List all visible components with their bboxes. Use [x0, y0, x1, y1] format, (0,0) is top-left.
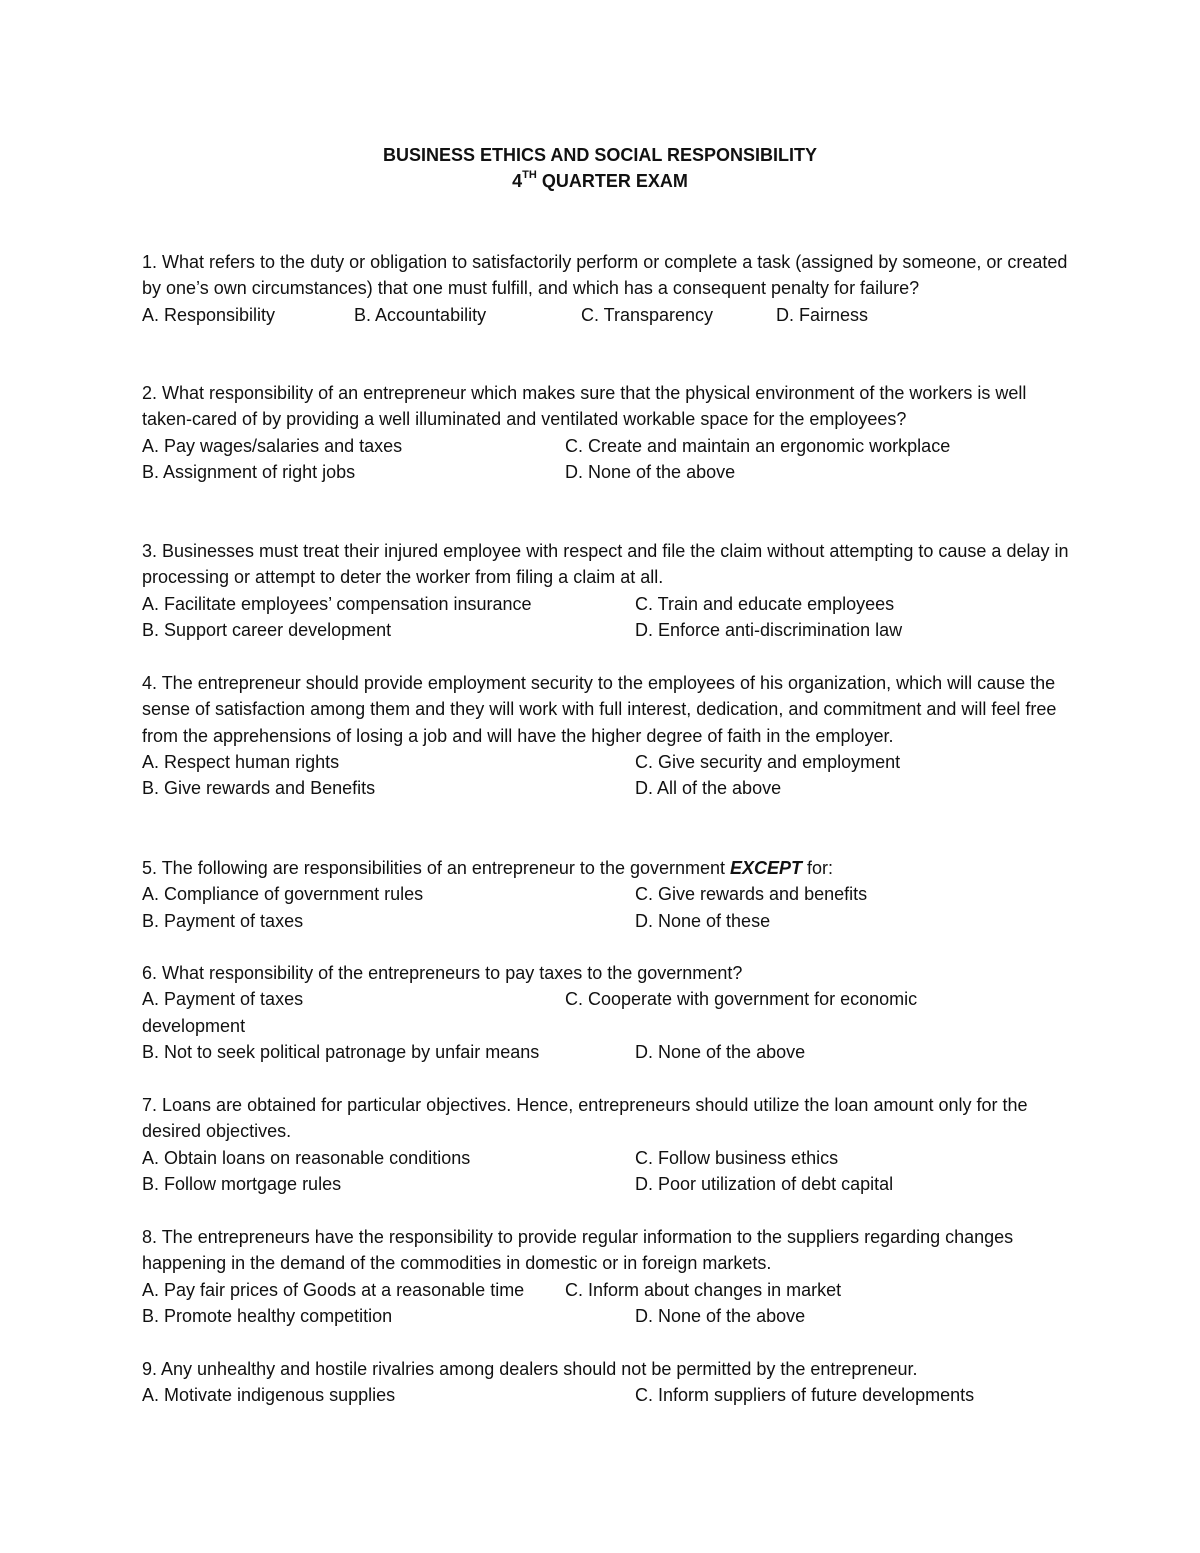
option-b: B. Follow mortgage rules	[142, 1173, 342, 1194]
option-c: C. Cooperate with government for economic	[565, 989, 918, 1010]
question-stem: 8. The entrepreneurs have the responsibility to provide regular information to the suppliers regarding changes happening in the demand of the commodities in domestic or in foreign markets.	[142, 1227, 1014, 1274]
option-c: C. Inform suppliers of future developments	[635, 1385, 975, 1406]
options-row	[142, 302, 1072, 328]
question-2	[142, 380, 1072, 485]
question-7	[142, 1092, 1072, 1197]
option-d: D. Enforce anti-discrimination law	[635, 619, 903, 640]
options-row	[142, 617, 1072, 643]
question-8	[142, 1224, 1072, 1329]
option-c: C. Give rewards and benefits	[635, 884, 868, 905]
option-c-continued: development	[142, 1015, 246, 1036]
exam-header	[0, 142, 1200, 194]
option-d: D. All of the above	[635, 778, 782, 799]
question-stem	[142, 855, 1072, 881]
question-3	[142, 538, 1072, 643]
option-d: D. Poor utilization of debt capital	[635, 1173, 894, 1194]
option-c: C. Follow business ethics	[635, 1147, 839, 1168]
question-stem: 9. Any unhealthy and hostile rivalries among dealers should not be permitted by the entrepreneur.	[142, 1359, 918, 1379]
option-c: C. Give security and employment	[635, 751, 901, 772]
question-stem: 4. The entrepreneur should provide employment security to the employees of his organization, which will cause the sense of satisfaction among them and they will work with full interest, dedication, and commitment and will feel free from the apprehensions of losing a job and will have the higher degree of faith in the employer.	[142, 673, 1057, 746]
option-b: B. Promote healthy competition	[142, 1305, 393, 1326]
question-stem: 3. Businesses must treat their injured employee with respect and file the claim without attempting to cause a delay in processing or attempt to deter the worker from filing a claim at all.	[142, 541, 1069, 588]
option-c: C. Train and educate employees	[635, 593, 895, 614]
option-b: B. Payment of taxes	[142, 910, 304, 931]
option-b: B. Give rewards and Benefits	[142, 778, 376, 799]
exam-title: BUSINESS ETHICS AND SOCIAL RESPONSIBILITY	[382, 145, 818, 165]
options-row	[142, 433, 1072, 459]
exam-subtitle-rest: QUARTER EXAM	[536, 171, 688, 191]
option-a: A. Pay fair prices of Goods at a reasonable time	[142, 1279, 525, 1300]
options-row	[142, 908, 1072, 934]
options-row	[142, 1013, 1072, 1039]
question-stem-start: 5. The following are responsibilities of an entrepreneur to the government	[142, 858, 731, 878]
question-1	[142, 249, 1072, 328]
option-d: D. None of the above	[635, 1041, 806, 1062]
option-c: C. Inform about changes in market	[565, 1279, 842, 1300]
options-row	[142, 881, 1072, 907]
option-c: C. Create and maintain an ergonomic workplace	[565, 435, 951, 456]
option-c: C. Transparency	[581, 304, 714, 325]
question-4	[142, 670, 1072, 801]
exam-quarter-suffix: TH	[522, 169, 537, 181]
option-b: B. Not to seek political patronage by unfair means	[142, 1041, 540, 1062]
option-d: D. None of these	[635, 910, 771, 931]
option-a: A. Obtain loans on reasonable conditions	[142, 1147, 471, 1168]
exam-quarter-number: 4	[512, 171, 523, 191]
options-row	[142, 749, 1072, 775]
question-stem: 7. Loans are obtained for particular objectives. Hence, entrepreneurs should utilize the loan amount only for the desired objectives.	[142, 1095, 1028, 1142]
options-row	[142, 1145, 1072, 1171]
options-row	[142, 459, 1072, 485]
question-5	[142, 855, 1072, 934]
options-row	[142, 591, 1072, 617]
option-d: D. None of the above	[565, 461, 736, 482]
question-6	[142, 960, 1072, 1065]
option-a: A. Pay wages/salaries and taxes	[142, 435, 403, 456]
option-a: A. Compliance of government rules	[142, 884, 424, 905]
options-row	[142, 1039, 1072, 1065]
option-b: B. Accountability	[354, 304, 487, 325]
question-stem: 6. What responsibility of the entrepreneurs to pay taxes to the government?	[142, 963, 743, 983]
option-a: A. Facilitate employees’ compensation insurance	[142, 593, 532, 614]
options-row	[142, 986, 1072, 1012]
options-row	[142, 775, 1072, 801]
option-b: B. Support career development	[142, 619, 392, 640]
option-a: A. Payment of taxes	[142, 989, 304, 1010]
except-emphasis: EXCEPT	[730, 858, 803, 878]
option-a: A. Motivate indigenous supplies	[142, 1385, 396, 1406]
option-b: B. Assignment of right jobs	[142, 461, 356, 482]
option-a: A. Responsibility	[142, 304, 276, 325]
question-stem: 2. What responsibility of an entrepreneur which makes sure that the physical environment of the workers is well taken-cared of by providing a well illuminated and ventilated workable space for the employees?	[142, 383, 1027, 430]
options-row	[142, 1382, 1072, 1408]
exam-subtitle	[0, 168, 1200, 194]
question-9	[142, 1356, 1072, 1409]
option-d: D. None of the above	[635, 1305, 806, 1326]
option-a: A. Respect human rights	[142, 751, 340, 772]
options-row	[142, 1277, 1072, 1303]
options-row	[142, 1303, 1072, 1329]
options-row	[142, 1171, 1072, 1197]
option-d: D. Fairness	[776, 304, 869, 325]
question-stem: 1. What refers to the duty or obligation to satisfactorily perform or complete a task (assigned by someone, or created by one’s own circumstances) that one must fulfill, and which has a consequent penalty for failure?	[142, 252, 1068, 299]
question-stem-end: for:	[802, 858, 834, 878]
